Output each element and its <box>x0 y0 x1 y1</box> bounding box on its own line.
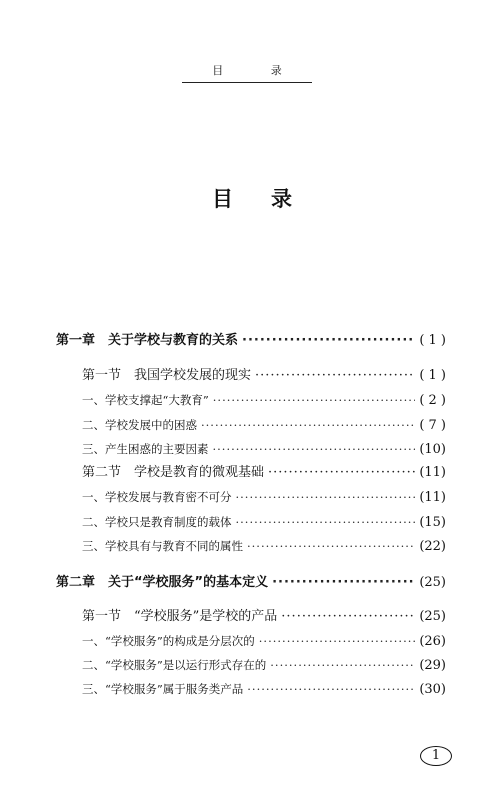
toc-page-ref: ( 2 ) <box>419 393 446 408</box>
toc-chapter-2[interactable] <box>56 572 446 594</box>
toc-entry-label: 一、“学校服务”的构成是分层次的 <box>82 634 255 648</box>
toc-page-ref: (11) <box>419 465 446 480</box>
toc-entry-label: 二、“学校服务”是以运行形式存在的 <box>82 658 267 672</box>
toc-page-ref: (29) <box>419 658 446 673</box>
toc-page-ref: ( 7 ) <box>419 418 446 433</box>
toc-entry-label: 第一节 我国学校发展的现实 <box>82 368 252 383</box>
toc-leader-dots <box>247 535 415 557</box>
toc-leader-dots <box>272 572 415 594</box>
toc-entry-label: 三、学校具有与教育不同的属性 <box>82 539 243 553</box>
toc-section[interactable] <box>82 365 446 387</box>
toc-page-ref: (22) <box>419 539 446 554</box>
toc-chapter-1[interactable] <box>56 330 446 352</box>
toc-entry-label: 一、学校发展与教育密不可分 <box>82 490 232 504</box>
toc-item[interactable] <box>82 630 446 652</box>
running-header: 目 录 <box>182 64 312 83</box>
toc-leader-dots <box>201 414 415 436</box>
toc-page-ref: (30) <box>419 682 446 697</box>
toc-section[interactable] <box>82 606 446 628</box>
toc-item[interactable] <box>82 438 446 460</box>
toc-page-ref: (25) <box>419 575 446 590</box>
toc-item[interactable] <box>82 486 446 508</box>
toc-entry-label: 第一章 关于学校与教育的关系 <box>56 333 239 348</box>
page-title: 目录 <box>212 187 330 211</box>
toc-item[interactable] <box>82 678 446 700</box>
toc-leader-dots <box>259 630 416 652</box>
toc-entry-label: 三、“学校服务”属于服务类产品 <box>82 682 244 696</box>
toc-leader-dots <box>255 365 415 387</box>
toc-entry-label: 第二章 关于“学校服务”的基本定义 <box>56 575 269 590</box>
toc-entry-label: 三、产生困惑的主要因素 <box>82 442 209 456</box>
toc-page-ref: ( 1 ) <box>419 333 446 348</box>
toc-entry-label: 第一节 “学校服务”是学校的产品 <box>82 609 278 624</box>
toc-item[interactable] <box>82 389 446 411</box>
toc-leader-dots <box>213 438 416 460</box>
toc-entry-label: 二、学校只是教育制度的载体 <box>82 515 232 529</box>
toc-item[interactable] <box>82 511 446 533</box>
toc-entry-label: 一、学校支撑起“大教育” <box>82 393 209 407</box>
toc-section[interactable] <box>82 462 446 484</box>
toc-page-ref: (10) <box>419 442 446 457</box>
toc-item[interactable] <box>82 535 446 557</box>
page-number: 1 <box>420 746 452 766</box>
toc-entry-label: 二、学校发展中的困惑 <box>82 418 197 432</box>
toc-item[interactable] <box>82 414 446 436</box>
toc-page-ref: (25) <box>419 609 446 624</box>
toc-entry-label: 第二节 学校是教育的微观基础 <box>82 465 265 480</box>
toc-leader-dots <box>281 606 415 628</box>
toc-leader-dots <box>247 678 415 700</box>
toc-leader-dots <box>270 654 415 676</box>
toc-page-ref: (15) <box>419 515 446 530</box>
toc-page-ref: ( 1 ) <box>419 368 446 383</box>
toc-leader-dots <box>213 389 416 411</box>
toc-item[interactable] <box>82 654 446 676</box>
toc-page-ref: (26) <box>419 634 446 649</box>
toc-leader-dots <box>236 511 416 533</box>
toc-page-ref: (11) <box>419 490 446 505</box>
toc-leader-dots <box>268 462 415 484</box>
toc-leader-dots <box>242 330 415 352</box>
toc-leader-dots <box>236 486 416 508</box>
